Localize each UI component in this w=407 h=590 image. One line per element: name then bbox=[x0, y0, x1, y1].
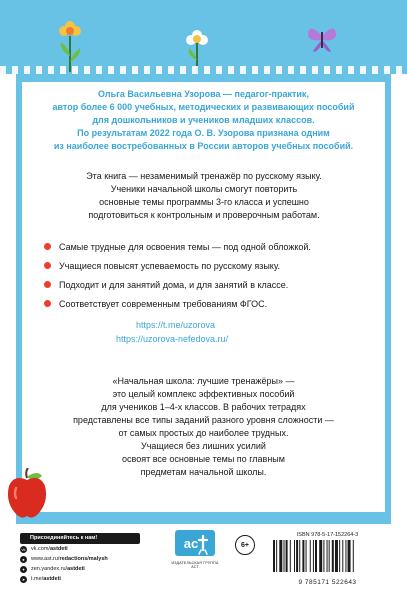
isbn-text: ISBN 978-5-17-152264-3 bbox=[296, 532, 359, 538]
social-prefix: t.me/ bbox=[31, 576, 44, 582]
list-item-text: Соответствует современным требованиям ФГОС. bbox=[59, 298, 268, 309]
book-intro bbox=[44, 170, 364, 222]
publisher-caption: ИЗДАТЕЛЬСКАЯ ГРУППА АСТ bbox=[171, 561, 219, 569]
social-link[interactable] bbox=[20, 554, 140, 564]
series-line: это целый комплекс эффективных пособий bbox=[112, 389, 295, 399]
join-label: Присоединяйтесь к нам! bbox=[20, 533, 140, 544]
barcode-bar bbox=[319, 540, 322, 572]
list-item bbox=[44, 294, 364, 313]
list-item-text: Учащиеся повысят успеваемость по русскому языку. bbox=[59, 260, 280, 271]
barcode-bar bbox=[273, 540, 275, 572]
series-line: для учеников 1–4-х классов. В рабочих тетрадях bbox=[101, 402, 306, 412]
barcode-bar bbox=[299, 540, 300, 572]
social-handle: redactions/malysh bbox=[59, 556, 108, 562]
list-item bbox=[44, 256, 364, 275]
bullet-icon bbox=[44, 243, 51, 250]
flower-icon bbox=[185, 28, 209, 74]
barcode-bar bbox=[315, 540, 317, 572]
series-line: предметам начальной школы. bbox=[140, 467, 267, 477]
barcode-bar bbox=[348, 540, 351, 572]
author-bio bbox=[30, 88, 377, 153]
barcode-number: 9 785171 522643 bbox=[298, 579, 357, 586]
vk-icon: vk bbox=[21, 546, 26, 552]
social-prefix: www.ast.ru/ bbox=[31, 556, 60, 562]
barcode-bar bbox=[353, 540, 354, 572]
web-icon: ● bbox=[20, 556, 27, 563]
barcode-bar bbox=[335, 540, 338, 572]
barcode-block bbox=[265, 532, 390, 586]
publisher-logo bbox=[170, 530, 220, 569]
barcode-bar bbox=[310, 540, 311, 572]
barcode-bar bbox=[342, 540, 343, 572]
intro-line: основные темы программы 3-го класса и успешно bbox=[99, 197, 309, 207]
series-description bbox=[30, 375, 377, 479]
barcode-bar bbox=[327, 540, 328, 572]
social-handle: astdeti bbox=[67, 566, 85, 572]
author-line: Ольга Васильевна Узорова — педагог-практик, bbox=[98, 89, 309, 99]
series-line: «Начальная школа: лучшие тренажёры» — bbox=[112, 376, 295, 386]
barcode-bar bbox=[294, 540, 295, 572]
telegram-link[interactable]: https://t.me/uzorova bbox=[136, 320, 216, 330]
barcode-bar bbox=[329, 540, 330, 572]
barcode-bar bbox=[313, 540, 314, 572]
butterfly-icon bbox=[305, 24, 339, 54]
logo-text: ac bbox=[183, 536, 199, 551]
series-line: представлены все типы заданий разного уровня сложности — bbox=[73, 415, 334, 425]
barcode-bar bbox=[290, 540, 291, 572]
social-handle: astdeti bbox=[43, 576, 61, 582]
barcode-icon bbox=[265, 538, 390, 574]
social-links bbox=[20, 533, 140, 584]
barcode-bar bbox=[345, 540, 346, 572]
barcode-bar bbox=[306, 540, 307, 572]
social-prefix: zen.yandex.ru/ bbox=[31, 566, 68, 572]
barcode-bar bbox=[323, 540, 324, 572]
barcode-bar bbox=[286, 540, 288, 572]
feature-list bbox=[44, 237, 364, 313]
zen-icon: ✦ bbox=[21, 566, 26, 572]
bullet-icon bbox=[44, 262, 51, 269]
age-rating-badge: 6+ bbox=[235, 535, 255, 555]
list-item bbox=[44, 237, 364, 256]
telegram-icon: ➤ bbox=[21, 576, 26, 582]
social-link[interactable] bbox=[20, 574, 140, 584]
list-item-text: Самые трудные для освоения темы — под одной обложкой. bbox=[59, 241, 311, 252]
author-line: для дошкольников и учеников младших классов. bbox=[92, 115, 315, 125]
social-prefix: vk.com/ bbox=[31, 546, 50, 552]
apple-icon bbox=[6, 468, 48, 520]
social-link[interactable] bbox=[20, 544, 140, 554]
list-item bbox=[44, 275, 364, 294]
barcode-bar bbox=[332, 540, 334, 572]
intro-line: подготовиться к контрольным и проверочным работам. bbox=[88, 210, 320, 220]
barcode-bar bbox=[276, 540, 277, 572]
author-links bbox=[110, 318, 290, 346]
social-handle: astdeti bbox=[49, 546, 68, 552]
intro-line: Ученики начальной школы смогут повторить bbox=[110, 184, 298, 194]
barcode-bar bbox=[302, 540, 304, 572]
list-item-text: Подходит и для занятий дома, и для занятий в классе. bbox=[59, 279, 289, 290]
intro-line: Эта книга — незаменимый тренажёр по русскому языку. bbox=[86, 171, 322, 181]
barcode-bar bbox=[279, 540, 282, 572]
bullet-icon bbox=[44, 281, 51, 288]
author-line: автор более 6 000 учебных, методических и развивающих пособий bbox=[52, 102, 355, 112]
series-line: от самых простых до наиболее трудных. bbox=[118, 428, 289, 438]
top-decoration-strip bbox=[0, 0, 407, 74]
social-link[interactable] bbox=[20, 564, 140, 574]
series-line: освоят все основные темы по главным bbox=[122, 454, 285, 464]
author-line: из наиболее востребованных в России авторов учебных пособий. bbox=[53, 141, 354, 151]
author-line: По результатам 2022 года О. В. Узорова признана одним bbox=[77, 128, 330, 138]
bullet-icon bbox=[44, 300, 51, 307]
barcode-bar bbox=[284, 540, 285, 572]
website-link[interactable]: https://uzorova-nefedova.ru/ bbox=[116, 334, 229, 344]
flower-icon bbox=[55, 18, 85, 72]
ast-logo-icon bbox=[175, 530, 215, 556]
series-line: Учащиеся без лишних усилий bbox=[141, 441, 266, 451]
barcode-bar bbox=[339, 540, 340, 572]
barcode-bar bbox=[296, 540, 298, 572]
